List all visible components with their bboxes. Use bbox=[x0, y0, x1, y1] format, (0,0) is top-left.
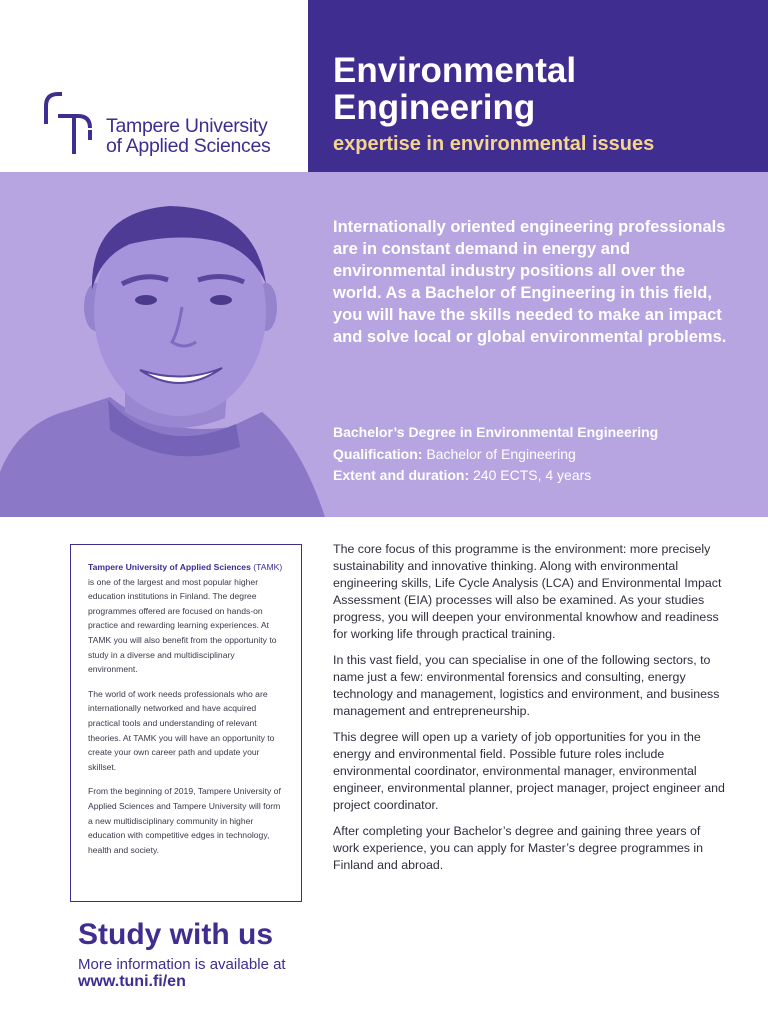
brand-abbreviation: (TAMK) bbox=[253, 562, 283, 572]
programme-description bbox=[333, 541, 725, 883]
tamk-logo-icon bbox=[44, 90, 100, 156]
qualification-label: Qualification: bbox=[333, 445, 423, 462]
university-name-line1: Tampere University bbox=[106, 115, 268, 137]
university-name-line2: of Applied Sciences bbox=[106, 135, 271, 157]
logo-area bbox=[0, 0, 308, 172]
body-paragraph-1: The core focus of this programme is the environment: more precisely sustainability and innovative thinking. Along with environmental engineering skills, Life Cycle Analysis (LCA) and Environmental Impact Assessment (EIA) processes will also be examined. As your studies progress, you will deepen your environmental knowhow and readiness for working life through practical training. bbox=[333, 542, 722, 641]
university-name bbox=[106, 116, 271, 156]
tamk-info-box bbox=[70, 544, 302, 902]
degree-title bbox=[333, 422, 658, 444]
extent-label: Extent and duration: bbox=[333, 467, 470, 483]
info-paragraph-1-text: is one of the largest and most popular higher education institutions in Finland. The degree programmes offered are focused on hands-on practice and rewarding learning experiences. At TAMK you will also benefit from the opportunity to study in a diverse and multidisciplinary environment. bbox=[88, 576, 277, 675]
info-paragraph-1 bbox=[88, 560, 284, 677]
title-box bbox=[308, 0, 768, 172]
website-link[interactable]: www.tuni.fi/en bbox=[78, 973, 186, 990]
intro-paragraph: Internationally oriented engineering professionals are in constant demand in energy and environmental industry positions all over the world. As a Bachelor of Engineering in this field, you will have the skills needed to make an impact and solve local or global environmental problems. bbox=[333, 218, 727, 346]
student-portrait-image bbox=[0, 172, 330, 517]
study-heading: Study with us bbox=[78, 918, 273, 951]
hero-band bbox=[0, 172, 768, 517]
study-info-text: More information is available at bbox=[78, 956, 286, 973]
title-line2: Engineering bbox=[333, 88, 536, 127]
body-paragraph-2: In this vast field, you can specialise in one of the following sectors, to name just a few: environmental forensics and consulting, energy technology and management, logistics and environment, and business management and entrepreneurship. bbox=[333, 653, 720, 718]
degree-name: Bachelor’s Degree in Environmental Engineering bbox=[333, 424, 659, 440]
body-paragraph-4: After completing your Bachelor’s degree and gaining three years of work experience, you can apply for Master’s degree programmes in Finland and abroad. bbox=[333, 824, 704, 872]
qualification-row bbox=[333, 444, 658, 466]
title-line1: Environmental bbox=[333, 51, 577, 90]
page-subtitle: expertise in environmental issues bbox=[333, 133, 655, 155]
qualification-value: Bachelor of Engineering bbox=[426, 445, 576, 462]
extent-value: 240 ECTS, 4 years bbox=[473, 467, 592, 483]
body-paragraph-3: This degree will open up a variety of job opportunities for you in the energy and environmental field. Possible future roles include environmental coordinator, environmental manager, environmental engineer, environmental planner, project manager, project engineer and project coordinator. bbox=[333, 730, 725, 812]
degree-facts bbox=[333, 422, 658, 487]
brand-name: Tampere University of Applied Sciences bbox=[88, 562, 251, 572]
page-title bbox=[333, 52, 576, 126]
info-paragraph-3: From the beginning of 2019, Tampere University of Applied Sciences and Tampere University will form a new multidisciplinary community in higher education with competitive edges in technology, health and society. bbox=[88, 786, 281, 855]
info-paragraph-2: The world of work needs professionals who are internationally networked and have acquired practical tools and understanding of relevant theories. At TAMK you will have an opportunity to create your own career path and update your skillset. bbox=[88, 688, 275, 772]
extent-row bbox=[333, 465, 658, 487]
